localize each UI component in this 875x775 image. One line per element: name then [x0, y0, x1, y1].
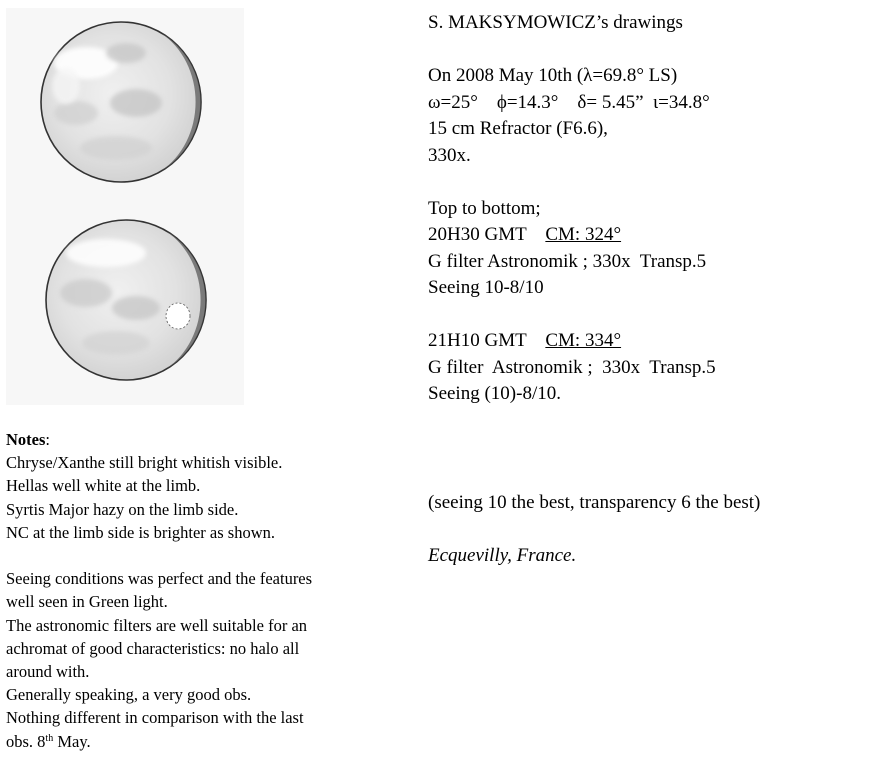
note-line: Generally speaking, a very good obs. — [6, 685, 252, 705]
note-line: Hellas well white at the limb. — [6, 476, 201, 496]
central-meridian: CM: 324° — [545, 224, 622, 245]
observation-entry — [428, 222, 868, 302]
note-line: around with. — [6, 662, 90, 682]
mars-disk-top — [41, 22, 201, 182]
iota-value: ι=34.8° — [653, 91, 710, 113]
notes-heading — [6, 428, 406, 451]
location: Ecquevilly, France. — [428, 545, 577, 566]
filter-line: G filter Astronomik ; 330x Transp.5 — [428, 250, 707, 272]
notes-label-colon: : — [45, 430, 50, 449]
note-line: Chryse/Xanthe still bright whitish visible. — [6, 453, 283, 473]
note-line: The astronomic filters are well suitable for an — [6, 615, 308, 635]
mars-disk-bottom — [46, 220, 206, 380]
observation-entry — [428, 328, 868, 408]
note-line: Syrtis Major hazy on the limb side. — [6, 499, 239, 519]
params-line — [428, 90, 868, 117]
central-meridian: CM: 334° — [545, 330, 622, 351]
omega-value: ω=25° — [428, 91, 478, 113]
observation-time: 20H30 GMT — [428, 224, 527, 245]
page-title: S. MAKSYMOWICZ’s drawings — [428, 12, 683, 33]
instrument-line: 15 cm Refractor (F6.6), — [428, 118, 608, 139]
phi-value: ϕ=14.3° — [496, 91, 559, 113]
observations-heading: Top to bottom; — [428, 197, 541, 219]
footer-info — [428, 490, 868, 570]
delta-value: δ= 5.45” — [577, 91, 644, 113]
note-line: Seeing conditions was perfect and the features — [6, 569, 313, 589]
note-line-last: obs. 8th May. — [6, 731, 91, 751]
note-line: NC at the limb side is brighter as shown. — [6, 522, 276, 542]
seeing-line: Seeing (10)-8/10. — [428, 383, 561, 404]
magnification-line: 330x. — [428, 144, 471, 166]
filter-line: G filter Astronomik ; 330x Transp.5 — [428, 356, 716, 378]
mars-drawings-panel — [6, 8, 244, 405]
scale-legend-note: (seeing 10 the best, transparency 6 the best) — [428, 492, 761, 513]
note-line: well seen in Green light. — [6, 592, 168, 612]
note-line: achromat of good characteristics: no halo all — [6, 638, 300, 658]
date-line: On 2008 May 10th (λ=69.8° LS) — [428, 65, 678, 86]
note-line: Nothing different in comparison with the last — [6, 708, 304, 728]
notes-section — [6, 428, 406, 753]
notes-label: Notes — [6, 430, 46, 449]
mars-drawings-svg — [6, 8, 244, 405]
seeing-line: Seeing 10-8/10 — [428, 277, 544, 298]
observation-time: 21H10 GMT — [428, 330, 527, 351]
observation-info — [428, 10, 868, 408]
